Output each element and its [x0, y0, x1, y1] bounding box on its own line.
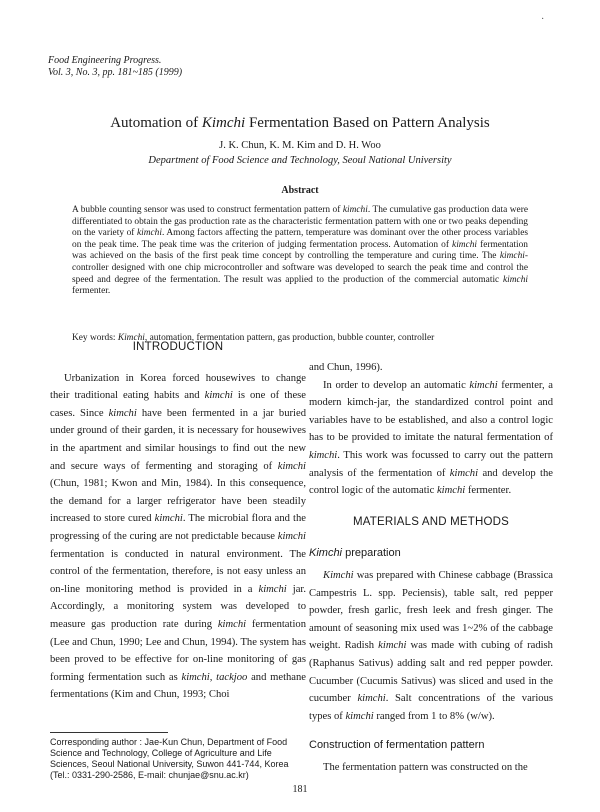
text-segment: . This work was focussed to carry out the pattern analysis of the fermentation of — [309, 449, 553, 479]
left-column — [50, 336, 306, 704]
preparation-paragraph — [309, 567, 553, 725]
emphasized-term: kimchi — [436, 485, 466, 497]
subheading-fermentation-pattern: Construction of fermentation pattern — [309, 739, 485, 752]
text-segment: (Chun, 1981; Kwon and Min, 1984). In this consequence, the demand for a larger refrigerator have been steadily increased to store cured — [50, 478, 306, 525]
emphasized-term: kimchi — [342, 205, 368, 215]
text-segment: and develop the control logic of the automatic — [309, 467, 553, 497]
emphasized-term: kimchi — [309, 449, 338, 461]
paper-title — [0, 114, 600, 132]
text-segment: . The cumulative gas production data were differentiated to obtain the gas production rate as the characteristic fermentation pattern with one or two peaks depending on the variety of — [72, 205, 528, 239]
text-segment: A bubble counting sensor was used to construct fermentation pattern of — [72, 205, 343, 215]
emphasized-term: kimchi — [452, 239, 478, 250]
emphasized-term: kimchi — [217, 618, 247, 630]
emphasized-term: Kimchi — [117, 333, 145, 343]
text-segment: In order to develop an automatic — [323, 379, 470, 391]
emphasized-term: kimchi — [136, 228, 162, 239]
text-segment: was made with cubing of radish (Raphanus Sativus) adding salt and red pepper powder. Cucumber (Cucumis Sativus) was sliced and used in the cucumber — [309, 640, 553, 705]
journal-citation: Vol. 3, No. 3, pp. 181~185 (1999) — [48, 67, 183, 78]
text-segment: is one of these cases. Since — [50, 390, 306, 419]
affiliation: Department of Food Science and Technology, Seoul National University — [148, 155, 452, 166]
emphasized-term: kimchi — [378, 640, 407, 652]
text-segment: fermentation (Lee and Chun, 1990; Lee and Chun, 1994). The system has been proved to be effective for on-line monitoring of gas forming fermentation such as — [50, 618, 306, 683]
text-segment: ranged from 1 to 8% (w/w). — [373, 710, 495, 722]
journal-name: Food Engineering Progress. — [48, 55, 162, 66]
emphasized-term: kimchi — [108, 407, 137, 419]
emphasized-term: kimchi — [204, 390, 233, 402]
emphasized-term: kimchi — [258, 583, 287, 595]
emphasized-term: kimchi, tackjoo — [181, 671, 248, 683]
text-segment: fermenter. — [465, 485, 512, 497]
authors: J. K. Chun, K. M. Kim and D. H. Woo — [219, 140, 381, 151]
text-segment: fermentation was achieved on the basis of the first peak time concept by controlling the temperature and curing time. The — [72, 239, 528, 262]
introduction-paragraph — [50, 370, 306, 704]
continued-text: and Chun, 1996). — [309, 362, 383, 373]
text-segment: . Among factors affecting the pattern, temperature was dominant over the other process variables on the peak time. The peak time was the criterion of judging fermentation process. Automation of — [72, 228, 528, 250]
emphasized-term: kimchi — [449, 467, 479, 479]
text-segment: have been fermented in a jar buried under ground of their garden, it is necessary for housewives in the apartment and similar housings to find out the new and secure ways of fermenting and storaging of — [50, 407, 306, 472]
text-segment: . Salt concentrations of the various types of — [309, 693, 553, 722]
right-column — [309, 359, 553, 776]
emphasized-term: kimchi — [154, 513, 183, 525]
introduction-heading: INTRODUCTION — [132, 341, 224, 353]
emphasized-term: Kimchi — [323, 569, 354, 581]
emphasized-term: kimchi — [469, 379, 498, 391]
title-part-1: Automation of — [110, 115, 202, 131]
journal-header — [48, 55, 182, 79]
page-number: 181 — [292, 784, 308, 795]
text-segment: fermentation is conducted in natural environment. The control of the fermentation, therefore, is not easy unless an on-line monitoring method is provided in a — [50, 548, 306, 595]
text-segment: and methane fermentations (Kim and Chun, 1993; Choi — [50, 671, 307, 701]
text-segment: jar. Accordingly, a monitoring system was developed to measure gas production rate during — [50, 583, 306, 630]
title-emphasis: Kimchi — [201, 115, 246, 131]
text-segment: . The microbial flora and the progressing of the curing are not predictable because — [50, 513, 306, 542]
introduction-paragraph-2 — [309, 377, 553, 500]
text-segment: -controller designed with one chip microcontroller and software was developed to search the peak time and control the speed and degree of the fermentation. The result was applied to the production of the commercial automatic — [72, 251, 528, 285]
page-mark: · — [541, 14, 545, 25]
text-segment: fermenter, a modern kimch-jar, the standardized control point and variables have to be established, and also a control logic has to be provided to imitate the natural fermentation of — [309, 379, 553, 444]
text-segment: was prepared with Chinese cabbage (Brassica Campestris L. spp. Peciensis), table salt, red pepper powder, fresh garlic, fresh leek and fresh ginger. The amount of seasoning mix used was 1~2% of the cabbage weight. Radish — [309, 569, 553, 652]
subheading-emphasis: Kimchi — [309, 547, 343, 560]
emphasized-term: kimchi — [503, 274, 528, 285]
corresponding-author-footnote: Corresponding author : Jae-Kun Chun, Department of Food Science and Technology, College of Agriculture and Life Sciences, Seoul National University, Suwon 441-744, Korea (Tel.: 0331-290-2586, E-mail: chunjae@snu.ac.kr) — [50, 737, 289, 780]
emphasized-term: kimchi — [357, 693, 386, 705]
emphasized-term: kimchi — [345, 710, 374, 722]
text-segment: , automation, fermentation pattern, gas production, bubble counter, controller — [144, 333, 435, 343]
text-segment: Urbanization in Korea forced housewives to change their traditional eating habits and — [50, 372, 306, 402]
emphasized-term: kimchi — [277, 460, 306, 472]
footnote-divider — [50, 732, 168, 733]
title-part-2: Fermentation Based on Pattern Analysis — [245, 115, 490, 131]
methods-heading: MATERIALS AND METHODS — [352, 515, 510, 528]
subheading-kimchi-preparation — [309, 545, 553, 563]
emphasized-term: kimchi — [499, 251, 525, 262]
keywords-label: Key words: — [72, 333, 118, 343]
abstract-heading: Abstract — [281, 185, 319, 196]
text-segment: fermenter. — [72, 286, 111, 297]
emphasized-term: kimchi — [277, 530, 306, 542]
subheading-rest: preparation — [342, 547, 401, 560]
abstract-text — [72, 205, 528, 298]
pattern-paragraph: The fermentation pattern was constructed on the — [323, 761, 528, 773]
